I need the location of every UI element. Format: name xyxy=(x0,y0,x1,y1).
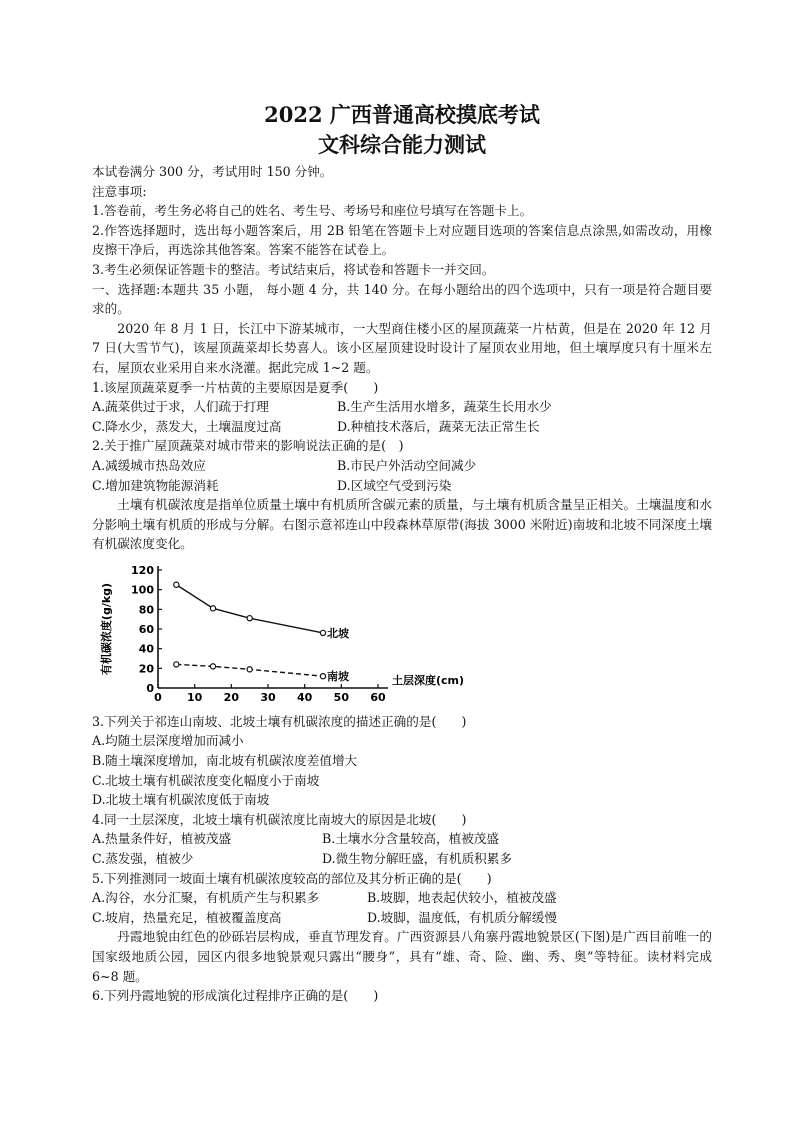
q1-option-b: B.生产生活用水增多，蔬菜生长用水少 xyxy=(337,399,552,415)
q5-options-row2 xyxy=(92,908,712,928)
data-point xyxy=(210,664,215,669)
q5-options-row1 xyxy=(92,888,712,908)
q5-option-c: C.坡肩，热量充足，植被覆盖度高 xyxy=(92,909,282,925)
q1-options-row1 xyxy=(92,397,712,417)
q1-option-d: D.种植技术落后，蔬菜无法正常生长 xyxy=(337,418,540,434)
q3-option-d: D.北坡土壤有机碳浓度低于南坡 xyxy=(92,792,270,808)
x-tick-label: 30 xyxy=(260,690,276,704)
data-point xyxy=(174,662,179,667)
passage-rooftop: 2020 年 8 月 1 日，长江中下游某城市，一大型商住楼小区的屋顶蔬菜一片枯黄，但是在 2020 年 12 月 7 日(大雪节气)，该屋顶蔬菜却长势喜人。该小区屋顶建设时设计了屋顶农业用地，但土壤厚度只有十厘米左右，屋顶农业采用自来水浇灌。据此完成 1~2 题。 xyxy=(92,320,712,375)
notice-2: 2.作答选择题时，选出每小题答案后，用 2B 铅笔在答题卡上对应题目选项的答案信息点涂黑,如需改动，用橡皮擦干净后，再选涂其他答案。答案不能答在试卷上。 xyxy=(92,222,712,258)
x-tick-label: 50 xyxy=(333,690,349,704)
data-point xyxy=(320,630,325,635)
q1-option-a: A.蔬菜供过于求，人们疏于打理 xyxy=(92,399,269,415)
q2-options-row2 xyxy=(92,476,712,496)
notice-1: 1.答卷前，考生务必将自己的姓名、考生号、考场号和座位号填写在答题卡上。 xyxy=(92,203,533,219)
q2-option-a: A.减缓城市热岛效应 xyxy=(92,457,206,473)
exam-subtitle: 文科综合能力测试 xyxy=(318,132,486,157)
exam-title: 2022 广西普通高校摸底考试 xyxy=(264,102,540,127)
q2-stem: 2.关于推广屋顶蔬菜对城市带来的影响说法正确的是( ) xyxy=(92,438,404,454)
score-info: 本试卷满分 300 分，考试用时 150 分钟。 xyxy=(92,164,333,179)
data-point xyxy=(210,606,215,611)
y-axis-label: 有机碳浓度(g/kg) xyxy=(100,582,113,675)
q2-option-d: D.区域空气受到污染 xyxy=(337,477,452,493)
passage-danxia: 丹霞地貌由红色的砂砾岩层构成，垂直节理发育。广西资源县八角寨丹霞地貌景区(下图)是广西目前唯一的国家级地质公园，园区内很多地貌景观只露出“腰身”，具有“雄、奇、险、幽、秀、奥”等特征。读材料完成 6~8 题。 xyxy=(92,929,712,984)
x-axis-label: 土层深度(cm) xyxy=(392,673,465,687)
q4-option-d: D.微生物分解旺盛，有机质积累多 xyxy=(322,851,512,867)
q3-option-c: C.北坡土壤有机碳浓度变化幅度小于南坡 xyxy=(92,772,320,788)
data-point xyxy=(320,673,325,678)
x-tick-label: 10 xyxy=(187,690,203,704)
q1-option-c: C.降水少，蒸发大，土壤温度过高 xyxy=(92,418,282,434)
y-tick-label: 60 xyxy=(138,622,154,636)
notice-3: 3.考生必须保证答题卡的整洁。考试结束后，将试卷和答题卡一并交回。 xyxy=(92,261,495,277)
q5-option-d: D.坡脚，温度低，有机质分解缓慢 xyxy=(367,909,557,925)
series-label: 北坡 xyxy=(327,626,349,640)
series-label: 南坡 xyxy=(327,670,349,684)
q5-option-b: B.坡脚，地表起伏较小，植被茂盛 xyxy=(367,890,557,906)
soil-carbon-chart xyxy=(92,560,465,710)
y-tick-label: 100 xyxy=(131,583,154,597)
q1-stem: 1.该屋顶蔬菜夏季一片枯黄的主要原因是夏季( ) xyxy=(92,379,379,395)
q4-option-a: A.热量条件好，植被茂盛 xyxy=(92,831,232,847)
chart-svg xyxy=(92,560,465,710)
series-line xyxy=(176,585,323,633)
y-tick-label: 120 xyxy=(131,563,154,577)
q5-option-a: A.沟谷，水分汇聚，有机质产生与积累多 xyxy=(92,890,320,906)
y-tick-label: 20 xyxy=(138,662,154,676)
exam-page xyxy=(92,100,712,1006)
q3-option-a: A.均随土层深度增加而减小 xyxy=(92,733,244,749)
q4-option-c: C.蒸发强，植被少 xyxy=(92,851,194,867)
data-point xyxy=(174,582,179,587)
q2-option-c: C.增加建筑物能源消耗 xyxy=(92,477,219,493)
q2-option-b: B.市民户外活动空间减少 xyxy=(337,457,477,473)
q4-option-b: B.土壤水分含量较高，植被茂盛 xyxy=(322,831,499,847)
section-heading: 一、选择题:本题共 35 小题， 每小题 4 分，共 140 分。在每小题给出的四个选项中，只有一项是符合题目要求的。 xyxy=(92,281,712,317)
x-tick-label: 0 xyxy=(154,690,162,704)
x-tick-label: 40 xyxy=(297,690,313,704)
q5-stem: 5.下列推测同一坡面土壤有机碳浓度较高的部位及其分析正确的是( ) xyxy=(92,870,492,886)
q4-options-row2 xyxy=(92,849,712,869)
q3-stem: 3.下列关于祁连山南坡、北坡土壤有机碳浓度的描述正确的是( ) xyxy=(92,713,467,729)
data-point xyxy=(247,667,252,672)
y-tick-label: 80 xyxy=(138,603,154,617)
q1-options-row2 xyxy=(92,417,712,437)
x-tick-label: 20 xyxy=(223,690,239,704)
q2-options-row1 xyxy=(92,456,712,476)
q3-option-b: B.随土壤深度增加，南北坡有机碳浓度差值增大 xyxy=(92,753,358,769)
y-tick-label: 40 xyxy=(138,642,154,656)
q4-options-row1 xyxy=(92,829,712,849)
q4-stem: 4.同一土层深度，北坡土壤有机碳浓度比南坡大的原因是北坡( ) xyxy=(92,811,467,827)
passage-soil-carbon: 土壤有机碳浓度是指单位质量土壤中有机质所含碳元素的质量，与土壤有机质含量呈正相关。土壤温度和水分影响土壤有机质的形成与分解。右图示意祁连山中段森林草原带(海拔 3000 米附近)南坡和北坡不同深度土壤有机碳浓度变化。 xyxy=(92,497,712,552)
q6-stem: 6.下列丹霞地貌的形成演化过程排序正确的是( ) xyxy=(92,988,379,1004)
notice-title: 注意事项: xyxy=(92,183,147,199)
data-point xyxy=(247,615,252,620)
x-tick-label: 60 xyxy=(370,690,386,704)
y-tick-label: 0 xyxy=(146,681,154,695)
